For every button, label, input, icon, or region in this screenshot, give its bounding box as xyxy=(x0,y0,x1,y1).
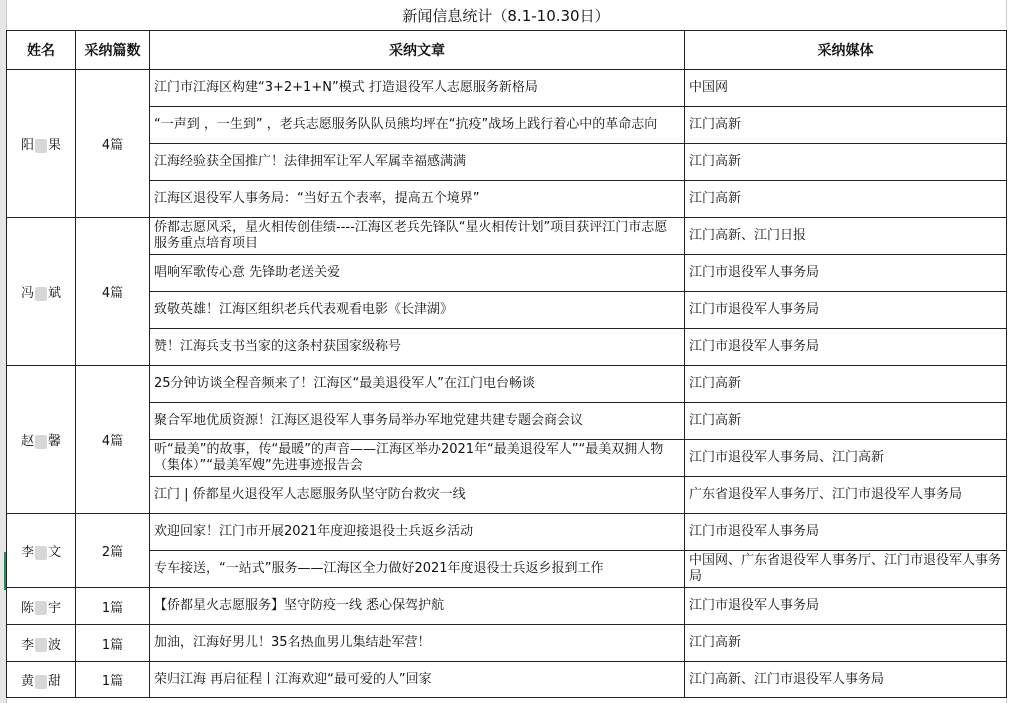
name-last-char: 果 xyxy=(48,138,62,153)
cell-count[interactable]: 4篇 xyxy=(76,218,150,366)
cell-article[interactable]: 专车接送，“一站式”服务——江海区全力做好2021年度退役士兵返乡报到工作 xyxy=(150,551,685,588)
cell-count[interactable]: 4篇 xyxy=(76,70,150,218)
header-media[interactable]: 采纳媒体 xyxy=(685,31,1007,70)
cell-article[interactable]: “一声到 ，一生到” ，老兵志愿服务队队员熊均坪在“抗疫”战场上践行着心中的革命志向 xyxy=(150,107,685,144)
table-row xyxy=(7,144,1007,181)
cell-name[interactable] xyxy=(7,514,76,588)
cell-media[interactable]: 江门高新 xyxy=(685,107,1007,144)
cell-media[interactable]: 江门高新、江门市退役军人事务局 xyxy=(685,662,1007,698)
cell-article[interactable]: 听“最美”的故事，传“最暖”的声音——江海区举办2021年“最美退役军人”“最美双拥人物（集体）”“最美军嫂”先进事迹报告会 xyxy=(150,440,685,477)
name-last-char: 波 xyxy=(48,637,62,653)
table-row xyxy=(7,514,1007,551)
table-row xyxy=(7,403,1007,440)
cell-article[interactable]: 赞！江海兵支书当家的这条村获国家级称号 xyxy=(150,329,685,366)
table-row xyxy=(7,366,1007,403)
table-row xyxy=(7,440,1007,477)
cell-article[interactable]: 加油，江海好男儿！35名热血男儿集结赴军营！ xyxy=(150,625,685,662)
cell-media[interactable]: 江门高新 xyxy=(685,366,1007,403)
cell-media[interactable]: 江门高新 xyxy=(685,625,1007,662)
sheet-title[interactable]: 新闻信息统计（8.1-10.30日） xyxy=(6,0,1006,31)
cell-article[interactable]: 江门 | 侨都星火退役军人志愿服务队坚守防台救灾一线 xyxy=(150,477,685,514)
table-row xyxy=(7,107,1007,144)
cell-article[interactable]: 荣归江海 再启征程丨江海欢迎“最可爱的人”回家 xyxy=(150,662,685,698)
cell-count[interactable]: 1篇 xyxy=(76,625,150,662)
cell-article[interactable]: 江门市江海区构建“3+2+1+N”模式 打造退役军人志愿服务新格局 xyxy=(150,70,685,107)
cell-article[interactable]: 侨都志愿风采，星火相传创佳绩----江海区老兵先锋队“星火相传计划”项目获评江门市志愿服务重点培育项目 xyxy=(150,218,685,255)
cell-media[interactable]: 江门高新 xyxy=(685,144,1007,181)
cell-count[interactable]: 4篇 xyxy=(76,366,150,514)
cell-media[interactable]: 江门市退役军人事务局 xyxy=(685,588,1007,625)
cell-media[interactable]: 江门市退役军人事务局 xyxy=(685,514,1007,551)
table-row xyxy=(7,662,1007,698)
table-row xyxy=(7,551,1007,588)
header-count[interactable]: 采纳篇数 xyxy=(76,31,150,70)
table-row xyxy=(7,329,1007,366)
name-last-char: 文 xyxy=(48,545,62,560)
cell-article[interactable]: 唱响军歌传心意 先锋助老送关爱 xyxy=(150,255,685,292)
cell-article[interactable]: 江海经验获全国推广！法律拥军让军人军属幸福感满满 xyxy=(150,144,685,181)
cell-media[interactable]: 江门市退役军人事务局 xyxy=(685,255,1007,292)
name-first-char: 赵 xyxy=(20,434,34,449)
table-row xyxy=(7,70,1007,107)
cell-article[interactable]: 欢迎回家！江门市开展2021年度迎接退役士兵返乡活动 xyxy=(150,514,685,551)
cell-media[interactable]: 广东省退役军人事务厅、江门市退役军人事务局 xyxy=(685,477,1007,514)
header-article[interactable]: 采纳文章 xyxy=(150,31,685,70)
cell-name[interactable] xyxy=(7,366,76,514)
name-first-char: 李 xyxy=(20,545,34,560)
redacted-mark xyxy=(35,435,47,449)
cell-media[interactable]: 江门高新 xyxy=(685,403,1007,440)
cell-article[interactable]: 25分钟访谈全程音频来了！江海区“最美退役军人”在江门电台畅谈 xyxy=(150,366,685,403)
redacted-mark xyxy=(35,546,47,560)
name-first-char: 陈 xyxy=(20,600,34,616)
cell-count[interactable]: 2篇 xyxy=(76,514,150,588)
name-first-char: 冯 xyxy=(20,286,34,301)
redacted-mark xyxy=(35,601,47,615)
cell-media[interactable]: 江门市退役军人事务局 xyxy=(685,292,1007,329)
cell-count[interactable]: 1篇 xyxy=(76,588,150,625)
table-row xyxy=(7,181,1007,218)
cell-media[interactable]: 江门市退役军人事务局 xyxy=(685,329,1007,366)
cell-name[interactable] xyxy=(7,588,76,625)
header-row xyxy=(7,31,1007,70)
cell-media[interactable]: 中国网、广东省退役军人事务厅、江门市退役军人事务局 xyxy=(685,551,1007,588)
name-first-char: 黄 xyxy=(20,674,34,689)
cell-name[interactable] xyxy=(7,218,76,366)
table-row xyxy=(7,255,1007,292)
name-last-char: 斌 xyxy=(48,286,62,301)
name-last-char: 甜 xyxy=(48,674,62,689)
cell-name[interactable] xyxy=(7,70,76,218)
cell-media[interactable]: 江门高新、江门日报 xyxy=(685,218,1007,255)
name-last-char: 宇 xyxy=(48,600,62,616)
table-row xyxy=(7,218,1007,255)
cell-name[interactable] xyxy=(7,662,76,698)
cell-article[interactable]: 江海区退役军人事务局：“当好五个表率，提高五个境界” xyxy=(150,181,685,218)
table-row xyxy=(7,477,1007,514)
cell-article[interactable]: 聚合军地优质资源！江海区退役军人事务局举办军地党建共建专题会商会议 xyxy=(150,403,685,440)
name-last-char: 馨 xyxy=(48,434,62,449)
redacted-mark xyxy=(35,139,47,153)
cell-media[interactable]: 江门市退役军人事务局、江门高新 xyxy=(685,440,1007,477)
redacted-mark xyxy=(35,287,47,301)
cell-article[interactable]: 致敬英雄！江海区组织老兵代表观看电影《长津湖》 xyxy=(150,292,685,329)
redacted-mark xyxy=(35,675,47,689)
cell-name[interactable] xyxy=(7,625,76,662)
header-name[interactable]: 姓名 xyxy=(7,31,76,70)
news-stats-table xyxy=(6,30,1007,698)
cell-media[interactable]: 中国网 xyxy=(685,70,1007,107)
table-row xyxy=(7,292,1007,329)
redacted-mark xyxy=(35,638,47,652)
table-row xyxy=(7,625,1007,662)
name-first-char: 李 xyxy=(20,637,34,653)
cell-media[interactable]: 江门高新 xyxy=(685,181,1007,218)
cell-article[interactable]: 【侨都星火志愿服务】坚守防疫一线 悉心保驾护航 xyxy=(150,588,685,625)
table-row xyxy=(7,588,1007,625)
cell-count[interactable]: 1篇 xyxy=(76,662,150,698)
name-first-char: 阳 xyxy=(20,138,34,153)
